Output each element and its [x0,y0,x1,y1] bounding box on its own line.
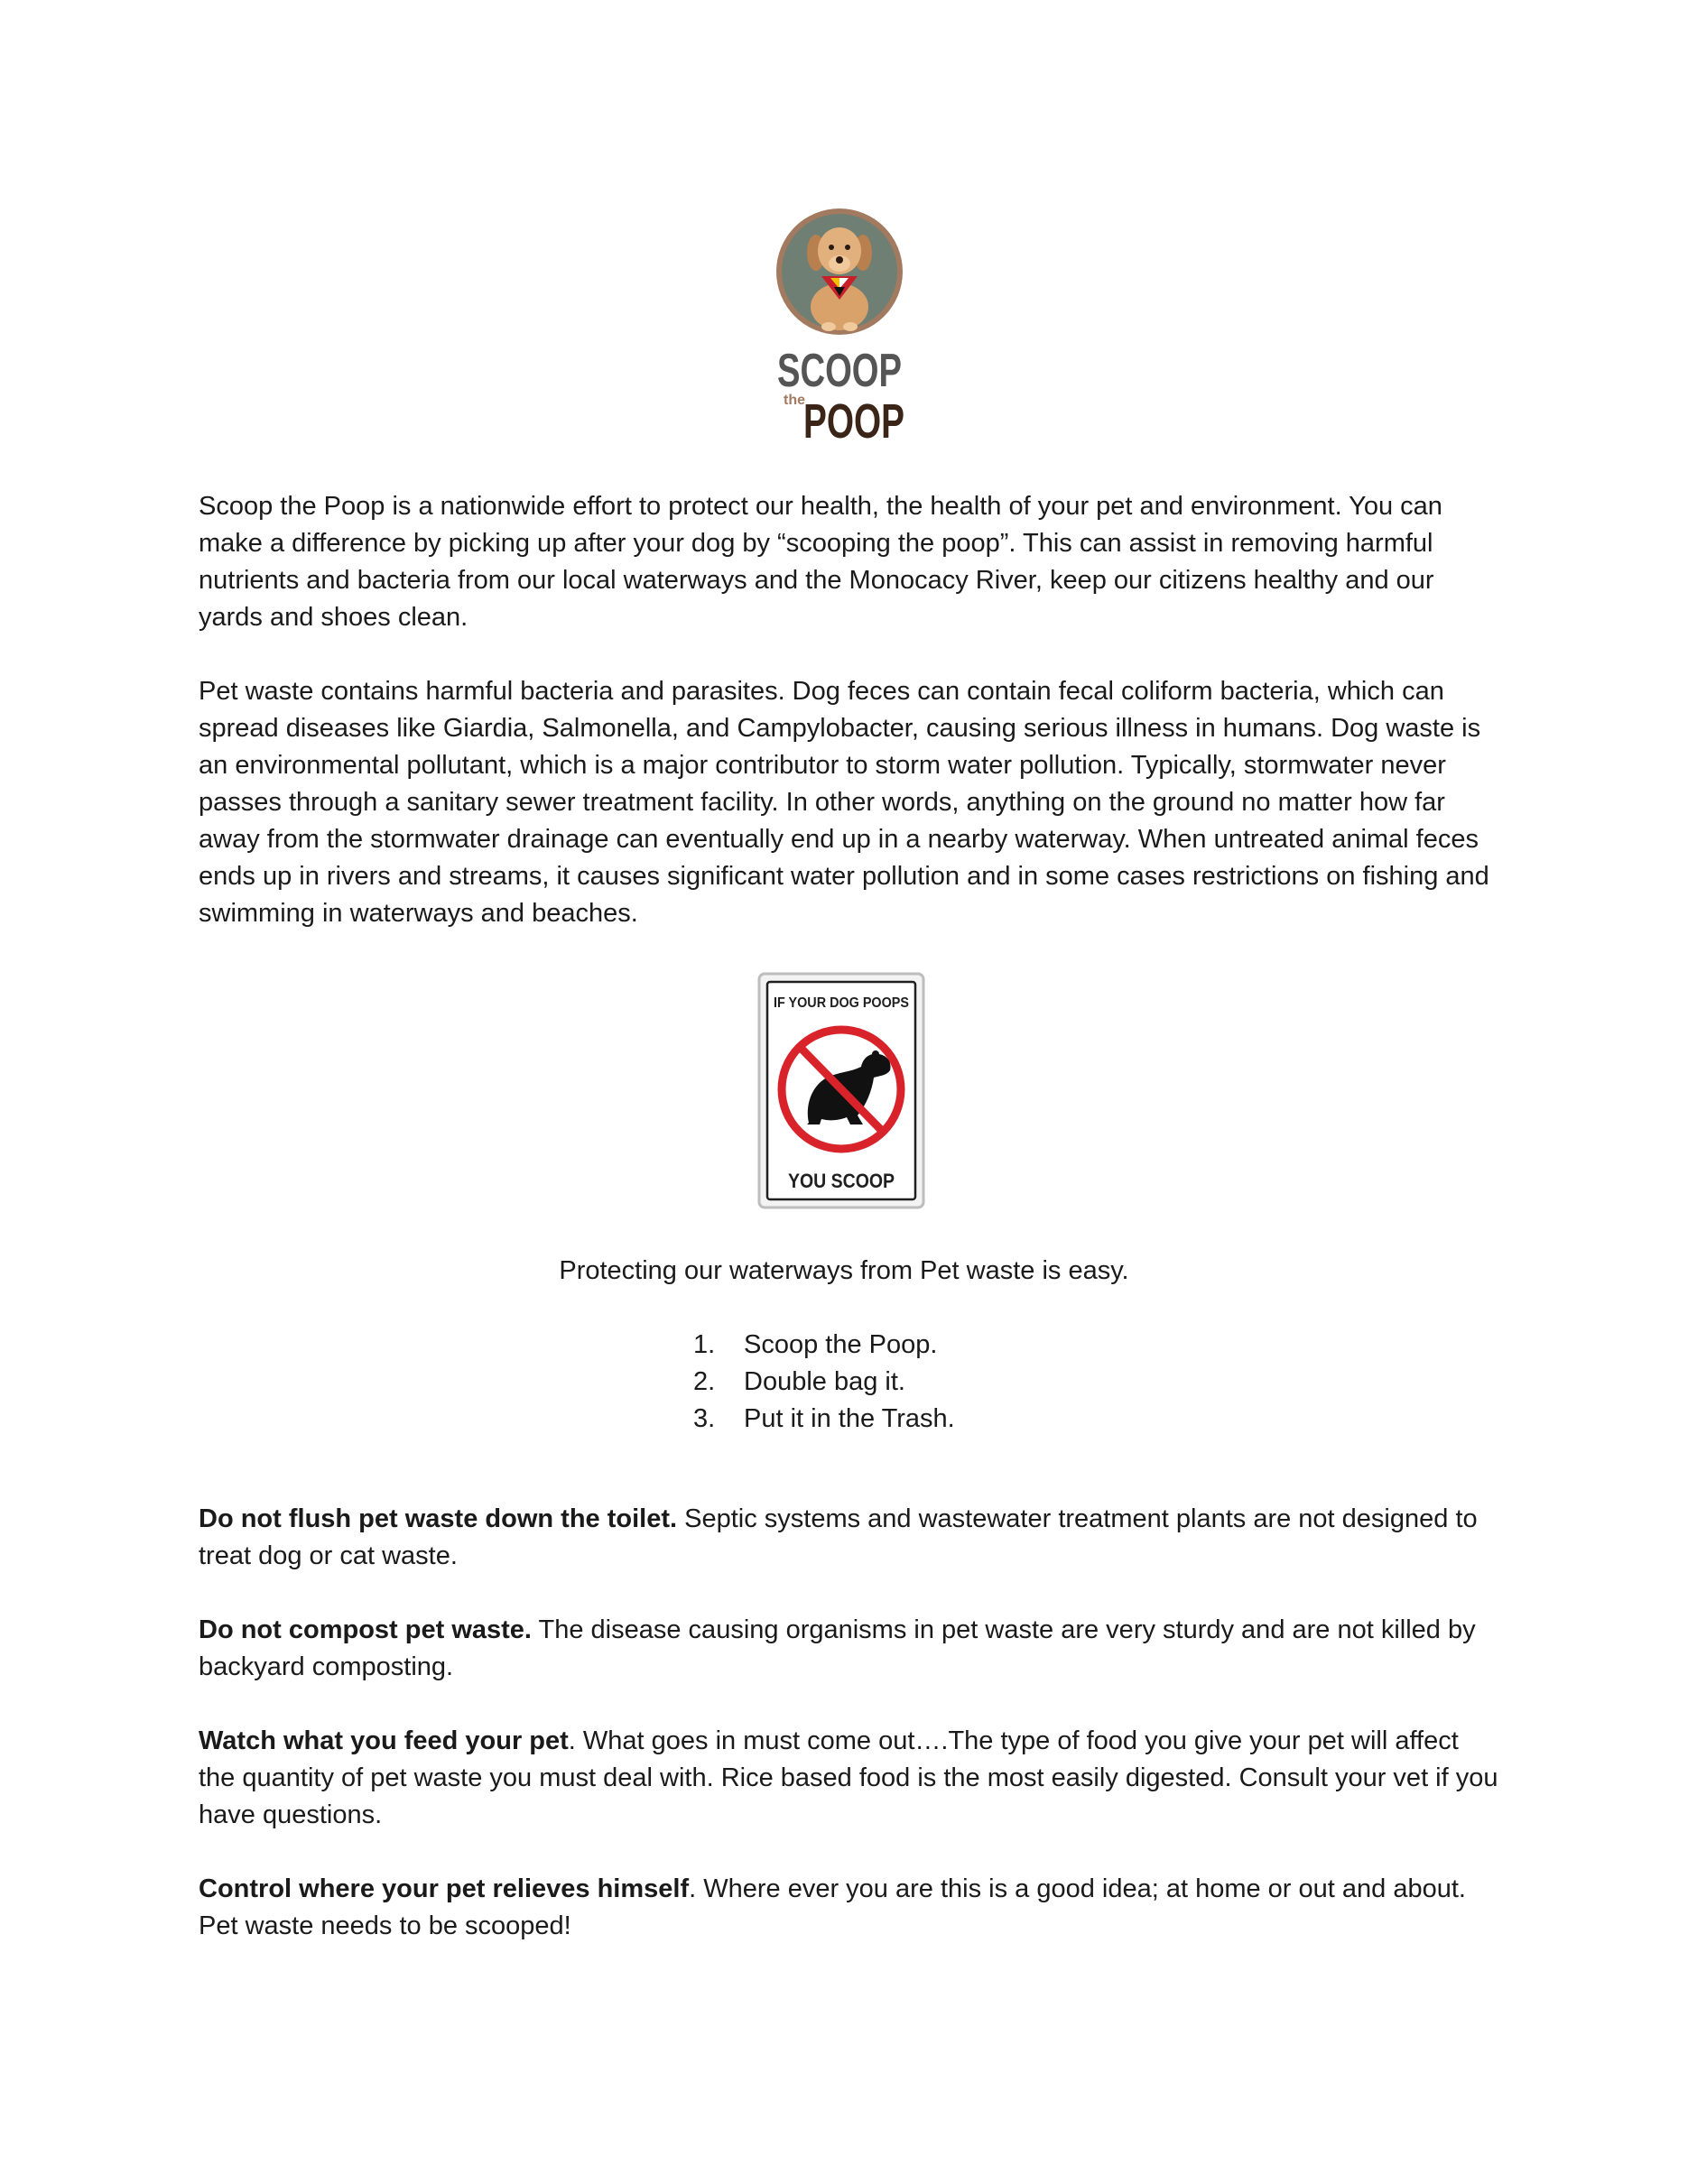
list-item [693,1327,955,1364]
if-your-dog-poops-sign [756,971,926,1210]
tip-heading: Watch what you feed your pet [199,1726,569,1755]
intro-paragraph-2 [199,673,1498,932]
tip-heading: Do not compost pet waste. [199,1615,532,1644]
step-number: 3. [693,1404,716,1433]
step-text: Double bag it. [744,1367,905,1396]
step-number: 1. [693,1330,716,1359]
no-dog-poop-icon [782,1030,901,1149]
tip-body: . Where ever you are this is a good idea; at home or out and about. Pet waste needs to be scooped! [199,1874,1466,1940]
tip-body: Septic systems and wastewater treatment plants are not designed to treat dog or cat waste. [199,1504,1478,1570]
list-item [693,1364,955,1401]
logo-word-scoop: SCOOP [777,345,902,397]
intro-paragraph-1 [199,488,1498,636]
tip-heading: Do not flush pet waste down the toilet. [199,1504,678,1533]
list-item [693,1401,955,1438]
tip-control [199,1871,1498,1945]
logo-word-poop: POOP [803,394,904,449]
step-number: 2. [693,1367,716,1396]
intro-paragraph-2-text: Pet waste contains harmful bacteria and parasites. Dog feces can contain fecal coliform bacteria, which can spread diseases like Giardia, Salmonella, and Campylobacter, causing serious illness in humans. Dog waste is an environmental pollutant, which is a major contributor to storm water pollution. Typically, stormwater never passes through a sanitary sewer treatment facility. In other words, anything on the ground no matter how far away from the stormwater drainage can eventually end up in a nearby waterway. When untreated animal feces ends up in rivers and streams, it causes significant water pollution and in some cases restrictions on fishing and swimming in waterways and beaches. [199,677,1489,928]
scoop-the-poop-logo [767,206,912,449]
tip-body: The disease causing organisms in pet waste are very sturdy and are not killed by backyard composting. [199,1615,1476,1681]
tip-body: . What goes in must come out….The type of food you give your pet will affect the quantity of pet waste you must deal with. Rice based food is the most easily digested. Consult your vet if you have questions. [199,1726,1498,1829]
tip-compost [199,1612,1498,1686]
tagline: Protecting our waterways from Pet waste is easy. [559,1256,1129,1285]
intro-paragraph-1-text: Scoop the Poop is a nationwide effort to protect our health, the health of your pet and environment. You can make a difference by picking up after your dog by “scooping the poop”. This can assist in removing harmful nutrients and bacteria from our local waterways and the Monocacy River, keep our citizens healthy and our yards and shoes clean. [199,492,1442,632]
logo-word-the: the [784,393,805,408]
tip-flush [199,1501,1498,1575]
tip-feed [199,1723,1498,1834]
tip-heading: Control where your pet relieves himself [199,1874,690,1903]
steps-list [693,1327,955,1438]
step-text: Put it in the Trash. [744,1404,955,1433]
step-text: Scoop the Poop. [744,1330,938,1359]
sign-bottom-text: YOU SCOOP [788,1170,895,1192]
sign-top-text: IF YOUR DOG POOPS [774,995,910,1011]
dog-with-bandana-icon [776,208,903,335]
